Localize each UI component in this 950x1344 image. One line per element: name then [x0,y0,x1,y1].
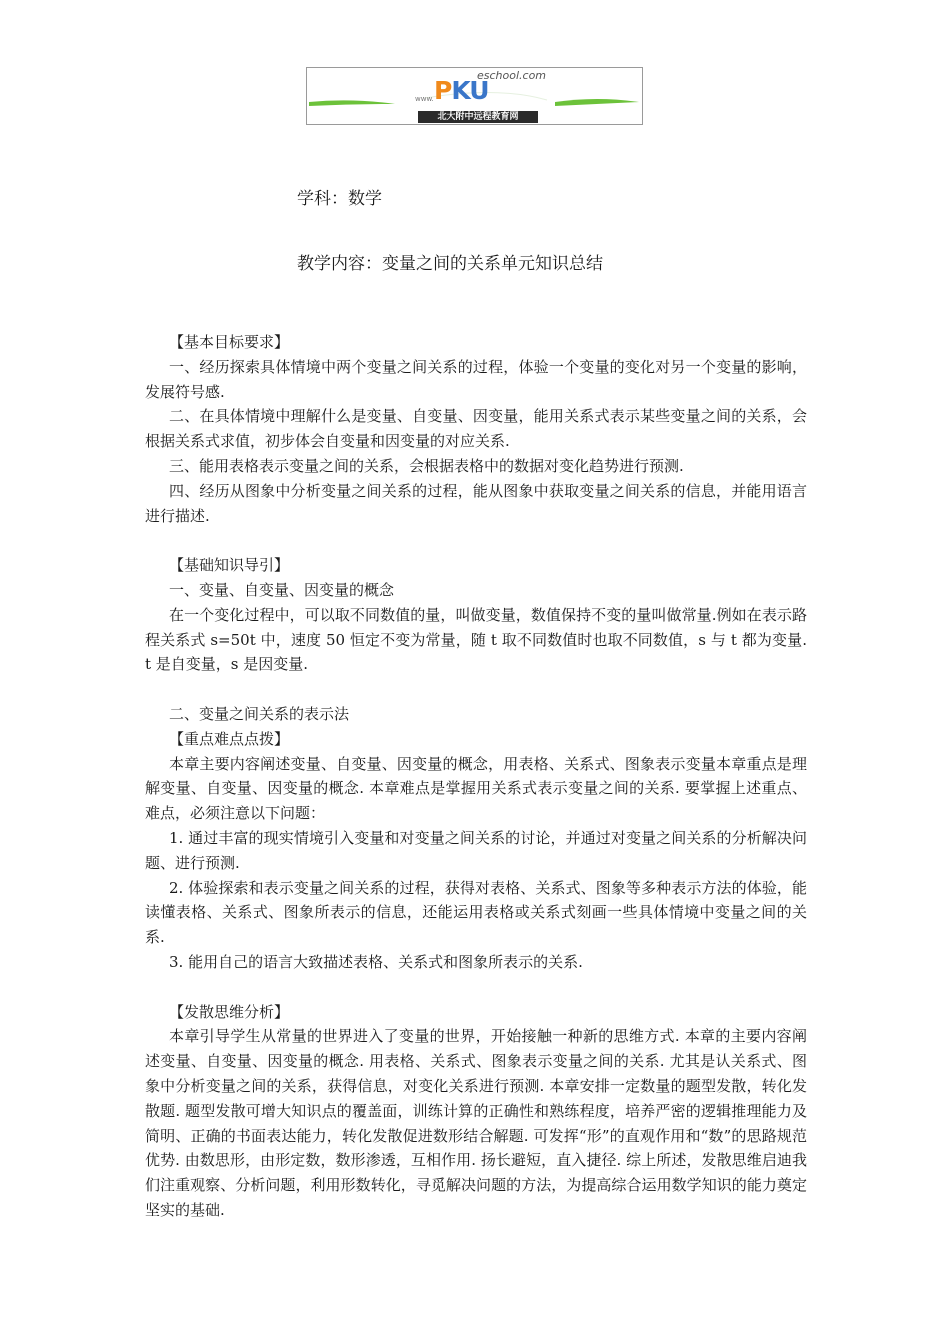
paragraph: 1. 通过丰富的现实情境引入变量和对变量之间关系的讨论，并通过对变量之间关系的分析解决问题、进行预测. [145,828,807,872]
subject-line: 学科：数学 [297,189,382,209]
logo-pku-text: PKU [434,76,489,105]
document-body [145,330,807,1223]
logo-site-text: eschool.com [477,69,547,82]
paragraph: 3. 能用自己的语言大致描述表格、关系式和图象所表示的关系. [169,952,583,971]
paragraph: 一、经历探索具体情境中两个变量之间关系的过程，体验一个变量的变化对另一个变量的影响，发展符号感. [145,357,807,401]
paragraph: 2. 体验探索和表示变量之间关系的过程，获得对表格、关系式、图象等多种表示方法的体验，能读懂表格、关系式、图象所表示的信息，还能运用表格或关系式刻画一些具体情境中变量之间的关系. [145,878,807,947]
content-title: 教学内容：变量之间的关系单元知识总结 [297,254,603,274]
blank-line [145,528,807,553]
paragraph: 二、在具体情境中理解什么是变量、自变量、因变量，能用关系式表示某些变量之间的关系，会根据关系式求值，初步体会自变量和因变量的对应关系. [145,407,807,451]
blank-line [145,677,807,702]
paragraph: 二、变量之间关系的表示法 [169,704,350,723]
section-heading: 【重点难点点拨】 [169,729,290,748]
paragraph: 本章引导学生从常量的世界进入了变量的世界，开始接触一种新的思维方式. 本章的主要内容阐述变量、自变量、因变量的概念. 用表格、关系式、图象表示变量之间的关系. 尤其是认关系式、图象中分析变量之间的关系，获得信息，对变化关系进行预测. 本章安排一定数量的题型发散，转化发散题. 题型发散可增大知识点的覆盖面，训练计算的正确性和熟练程度，培养严密的逻辑推理能力及简明、正确的书面表达能力，转化发散促进数形结合解题. 可发挥“形”的直观作用和“数”的思路规范优势. 由数思形，由形定数，数形渗透，互相作用. 扬长避短，直入捷径. 综上所述，发散思维启迪我们注重观察、分析问题，利用形数转化，寻觅解决问题的方法，为提高综合运用数学知识的能力奠定坚实的基础. [145,1027,807,1219]
section-heading: 【发散思维分析】 [169,1002,290,1021]
blank-line [145,975,807,1000]
paragraph: 一、变量、自变量、因变量的概念 [169,580,395,599]
paragraph: 在一个变化过程中，可以取不同数值的量，叫做变量，数值保持不变的量叫做常量.例如在表示路程关系式 s=50t 中，速度 50 恒定不变为常量，随 t 取不同数值时也取不同数值，s 与 t 都为变量. t 是自变量，s 是因变量. [145,605,807,674]
pku-eschool-logo [306,67,643,125]
logo-tagline: 北大附中远程教育网 [418,111,538,123]
logo-www-text: www. [415,95,434,103]
section-heading: 【基本目标要求】 [169,333,290,351]
paragraph: 四、经历从图象中分析变量之间关系的过程，能从图象中获取变量之间关系的信息，并能用语言进行描述. [145,481,807,525]
section-heading: 【基础知识导引】 [169,556,290,575]
paragraph: 本章主要内容阐述变量、自变量、因变量的概念，用表格、关系式、图象表示变量本章重点是理解变量、自变量、因变量的概念. 本章难点是掌握用关系式表示变量之间的关系. 要掌握上述重点、难点，必须注意以下问题： [145,754,807,823]
paragraph: 三、能用表格表示变量之间的关系，会根据表格中的数据对变化趋势进行预测. [169,456,684,475]
